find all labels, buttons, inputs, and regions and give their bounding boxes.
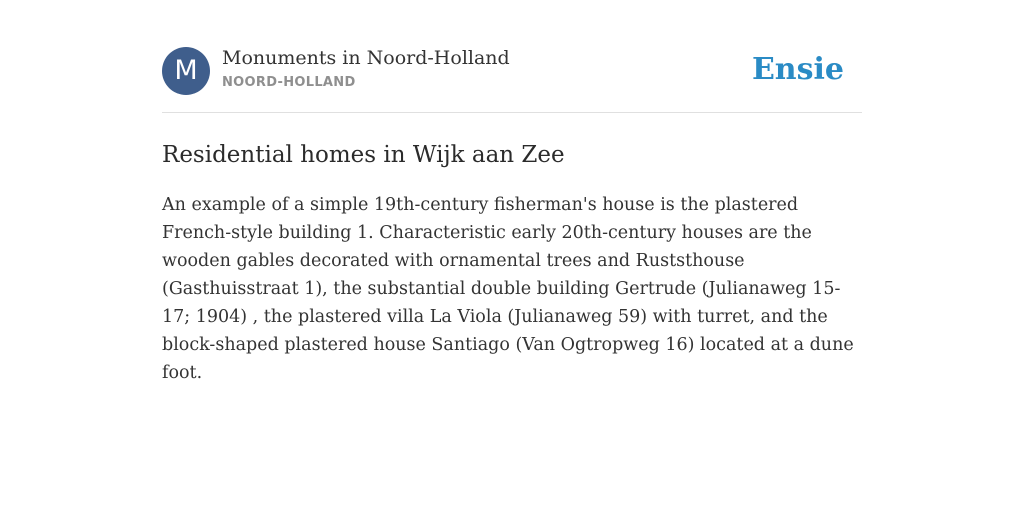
article-body: An example of a simple 19th-century fisherman's house is the plastered French-style building 1. Characteristic early 20th-century houses are the wooden gables decorated with ornamental trees and Ruststhouse (Gasthuisstraat 1), the substantial double building Gertrude (Julianaweg 15-17; 1904) , the plastered villa La Viola (Julianaweg 59) with turret, and the block-shaped plastered house Santiago (Van Ogtropweg 16) located at a dune foot. (162, 195, 854, 383)
article-card (162, 0, 862, 387)
collection-info (222, 45, 510, 93)
brand-logo[interactable]: Ensie (751, 52, 844, 87)
collection-subtitle: NOORD-HOLLAND (222, 75, 356, 90)
card-header (162, 0, 862, 113)
collection-avatar[interactable]: M (162, 47, 210, 95)
article-title: Residential homes in Wijk aan Zee (162, 142, 565, 168)
collection-title[interactable]: Monuments in Noord-Holland (222, 47, 510, 69)
